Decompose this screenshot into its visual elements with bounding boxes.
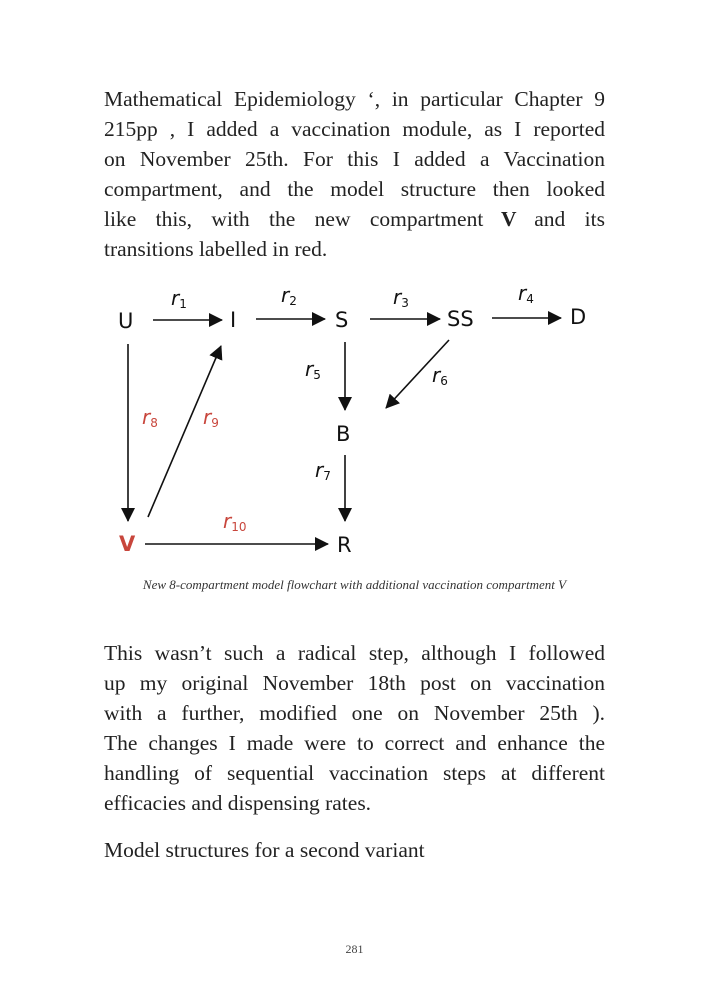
text-segment: like this, with the new compartment (104, 207, 484, 231)
rate-label-r2: r2 (281, 283, 297, 308)
text-line: with a further, modified one on November 25th ). (104, 701, 605, 725)
paragraph-changes (104, 638, 605, 818)
node-b: B (336, 422, 351, 446)
page-number: 281 (345, 942, 364, 956)
rate-label-r10: r10 (223, 509, 247, 534)
node-ss: SS (447, 307, 474, 331)
arrow-v-i (148, 346, 221, 517)
node-r: R (337, 533, 352, 557)
text-line: efficacies and dispensing rates. (104, 791, 372, 815)
text-line: 215pp , I added a vaccination module, as I reported (104, 117, 605, 141)
rate-label-r5: r5 (305, 357, 321, 382)
node-u: U (118, 309, 134, 333)
text-line: transitions labelled in red. (104, 237, 328, 261)
node-d: D (570, 305, 587, 329)
text-line: up my original November 18th post on vaccination (104, 671, 605, 695)
rate-label-r7: r7 (315, 458, 331, 483)
node-v: V (119, 532, 136, 556)
node-s: S (335, 308, 349, 332)
rate-label-r4: r4 (518, 281, 534, 306)
rate-label-r3: r3 (393, 285, 409, 310)
rate-label-r1: r1 (171, 286, 187, 311)
section-heading: Model structures for a second variant (104, 838, 425, 862)
rate-label-r6: r6 (432, 363, 448, 388)
rate-label-r8: r8 (142, 405, 158, 430)
text-line: The changes I made were to correct and enhance the (104, 731, 605, 755)
text-line: Mathematical Epidemiology ‘, in particular Chapter 9 (104, 87, 605, 111)
text-line: This wasn’t such a radical step, although I followed (104, 641, 605, 665)
text-line: compartment, and the model structure then looked (104, 177, 605, 201)
rate-label-r9: r9 (203, 405, 219, 430)
compartment-v-bold: V (501, 207, 517, 231)
node-i: I (230, 308, 237, 332)
text-segment: and its (534, 207, 605, 231)
text-line: handling of sequential vaccination steps at different (104, 761, 605, 785)
figure-caption: New 8-compartment model flowchart with additional vaccination compartment V (142, 577, 567, 592)
text-line: on November 25th. For this I added a Vaccination (104, 147, 605, 171)
